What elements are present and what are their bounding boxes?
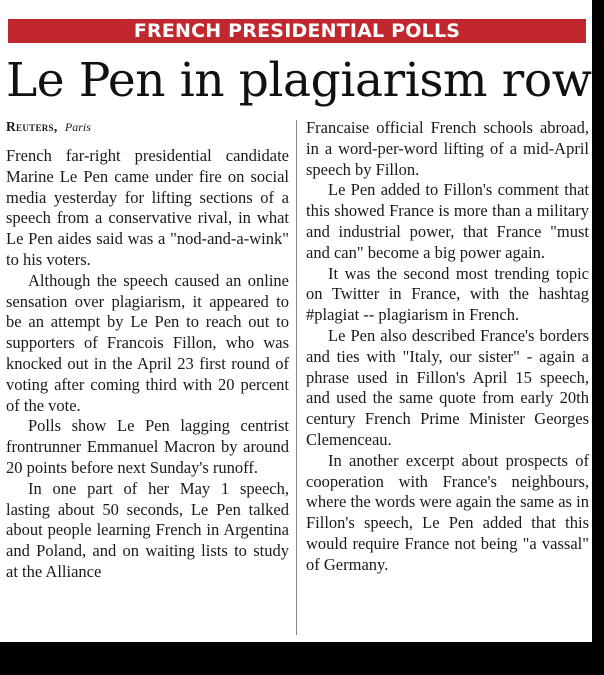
paragraph: In one part of her May 1 speech, lasting about 50 seconds, Le Pen talked about people learning French in Argentina and Poland, and on waiting lists to study at the Alliance <box>6 478 289 581</box>
paragraph: Polls show Le Pen lagging centrist frontrunner Emmanuel Macron by around 20 points before next Sunday's runoff. <box>6 416 289 477</box>
paragraph: Le Pen added to Fillon's comment that this showed France is more than a military and industrial power, that France "must and can" become a big power again. <box>306 180 589 262</box>
paragraph: Le Pen also described France's borders and ties with "Italy, our sister" - again a phrase used in Fillon's April 15 speech, and used the same quote from early 20th century French Prime Minister Georges Clemenceau. <box>306 325 589 449</box>
section-banner: FRENCH PRESIDENTIAL POLLS <box>8 19 586 43</box>
column-divider <box>296 120 297 635</box>
paragraph: Although the speech caused an online sensation over plagiarism, it appeared to be an attempt by Le Pen to reach out to supporters of Francois Fillon, who was knocked out in the April 23 first round of voting after coming third with 20 percent of the vote. <box>6 270 289 415</box>
paragraph: Francaise official French schools abroad, in a word-per-word lifting of a mid-April speech by Fillon. <box>306 118 589 179</box>
byline-location: Paris <box>64 120 91 134</box>
article-column-right <box>306 118 589 576</box>
paragraph: It was the second most trending topic on Twitter in France, with the hashtag #plagiat -- plagiarism in French. <box>306 263 589 325</box>
article-column-left <box>6 118 289 583</box>
byline-agency: Reuters, <box>6 119 58 134</box>
paragraph: French far-right presidential candidate Marine Le Pen came under fire on social media yesterday for lifting sections of a speech from a conservative rival, in what Le Pen aides said was a "nod-and-a-wink" to his voters. <box>6 146 289 269</box>
byline <box>6 118 289 136</box>
headline: Le Pen in plagiarism row <box>6 53 592 108</box>
paragraph: In another excerpt about prospects of cooperation with France's neighbours, where the words were again the same as in Fillon's speech, Le Pen added that this would require France not being "a vassal" of Germany. <box>306 450 589 574</box>
